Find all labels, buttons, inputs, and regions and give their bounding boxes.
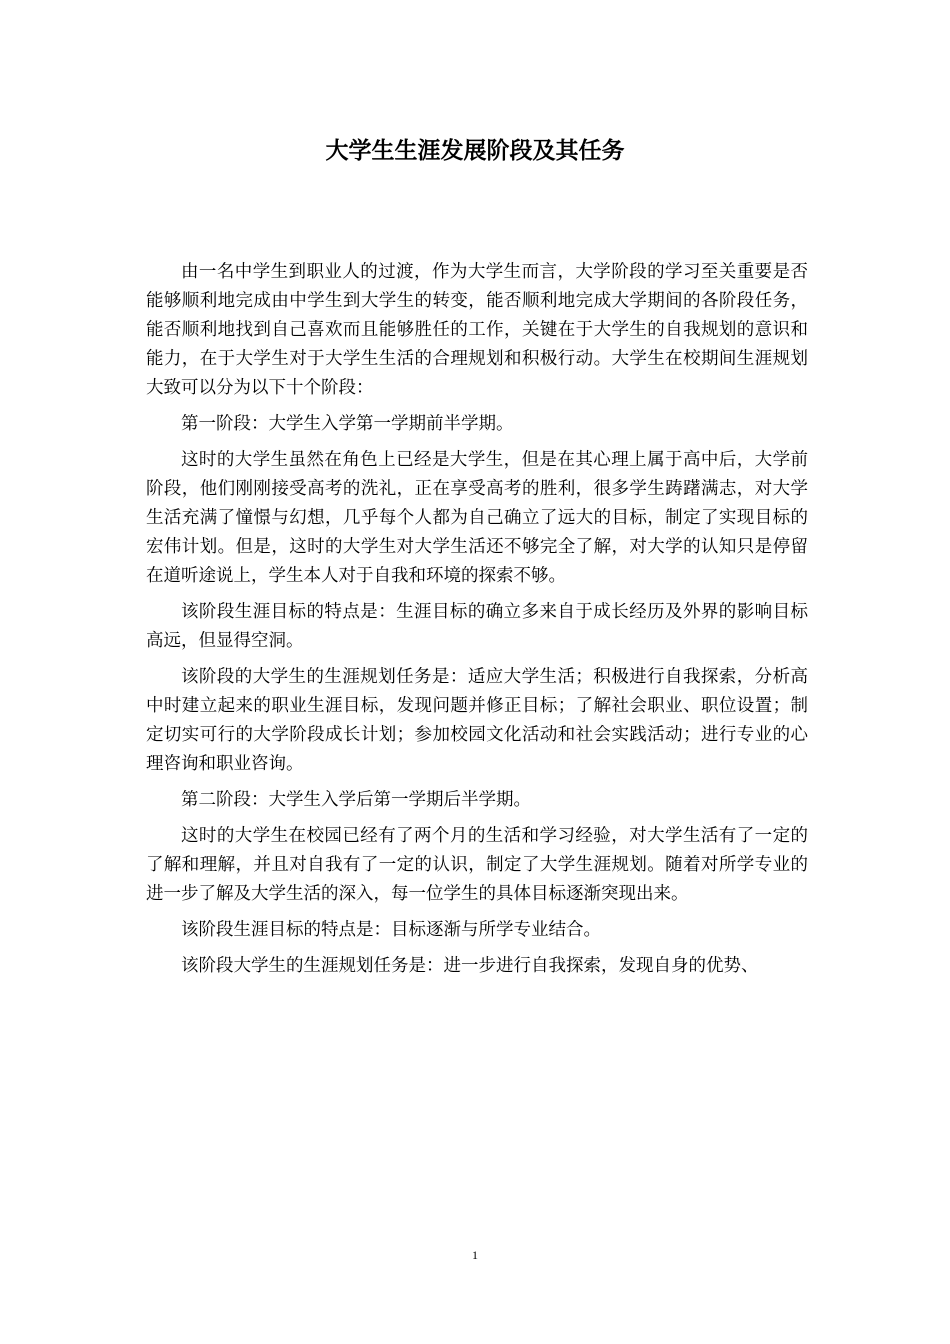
document-body [146, 258, 808, 988]
paragraph-stage-two-heading: 第二阶段：大学生入学后第一学期后半学期。 [181, 790, 531, 810]
page-number: 1 [472, 1248, 478, 1262]
paragraph-stage-one-description: 这时的大学生虽然在角色上已经是大学生，但是在其心理上属于高中后，大学前阶段，他们刚刚接受高考的洗礼，正在享受高考的胜利，很多学生踌躇满志，对大学生活充满了憧憬与幻想，几乎每个人都为自己确立了远大的目标，制定了实现目标的宏伟计划。但是，这时的大学生对大学生活还不够完全了解，对大学的认知只是停留在道听途说上，学生本人对于自我和环境的探索不够。 [146, 450, 808, 586]
paragraph-stage-one-goal-traits: 该阶段生涯目标的特点是：生涯目标的确立多来自于成长经历及外界的影响目标高远，但显得空洞。 [146, 602, 808, 651]
paragraph-stage-one-heading: 第一阶段：大学生入学第一学期前半学期。 [181, 414, 514, 434]
paragraph-stage-two-tasks: 该阶段大学生的生涯规划任务是：进一步进行自我探索，发现自身的优势、 [181, 956, 759, 976]
paragraph-intro: 由一名中学生到职业人的过渡，作为大学生而言，大学阶段的学习至关重要是否能够顺利地完成由中学生到大学生的转变，能否顺利地完成大学期间的各阶段任务，能否顺利地找到自己喜欢而且能够胜任的工作，关键在于大学生的自我规划的意识和能力，在于大学生对于大学生生活的合理规划和积极行动。大学生在校期间生涯规划大致可以分为以下十个阶段： [146, 262, 808, 398]
paragraph-stage-one-tasks: 该阶段的大学生的生涯规划任务是：适应大学生活；积极进行自我探索，分析高中时建立起来的职业生涯目标，发现问题并修正目标；了解社会职业、职位设置；制定切实可行的大学阶段成长计划；参加校园文化活动和社会实践活动；进行专业的心理咨询和职业咨询。 [146, 667, 808, 774]
paragraph-stage-two-goal-traits: 该阶段生涯目标的特点是：目标逐渐与所学专业结合。 [181, 920, 601, 940]
paragraph-stage-two-description: 这时的大学生在校园已经有了两个月的生活和学习经验，对大学生活有了一定的了解和理解，并且对自我有了一定的认识，制定了大学生涯规划。随着对所学专业的进一步了解及大学生活的深入，每一位学生的具体目标逐渐突现出来。 [146, 826, 808, 904]
document-title: 大学生生涯发展阶段及其任务 [325, 138, 625, 164]
